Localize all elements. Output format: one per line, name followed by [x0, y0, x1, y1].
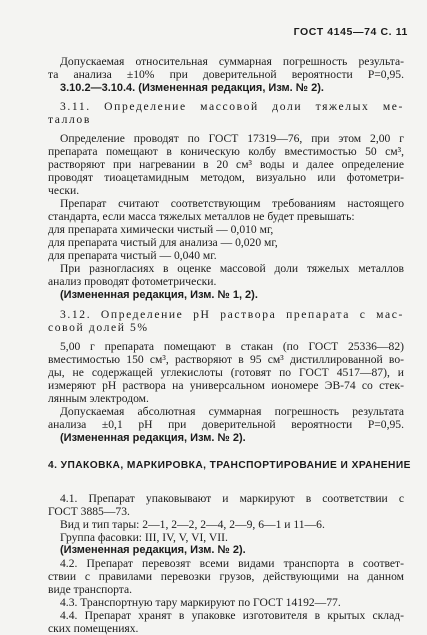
page-header: ГОСТ 4145—74 С. 11: [293, 26, 408, 38]
text-line: Препарат считают соответствующим требованиям настоящего: [60, 197, 404, 210]
text-line: 3.12. Определение pH раствора препарата с мас-: [60, 308, 404, 321]
text-line: для препарата химически чистый — 0,010 мг,: [48, 223, 274, 236]
text-line: анализ проводят фотометрически.: [48, 275, 217, 288]
text-line: ГОСТ 3885—73.: [48, 505, 130, 518]
text-line: растворяют при нагревании в 20 см³ воды и далее определение: [48, 158, 404, 171]
text-line: Определение проводят по ГОСТ 17319—76, при этом 2,00 г: [60, 132, 404, 145]
text-line: ды, не содержащей углекислоты (готовят по ГОСТ 4517—87), и: [48, 366, 404, 379]
text-line: препарата помещают в коническую колбу вместимостью 50 см³,: [48, 145, 404, 158]
text-line: стандарта, если масса тяжелых металлов не будет превышать:: [48, 210, 355, 223]
text-line: 3.11. Определение массовой доли тяжелых ме-: [60, 100, 404, 113]
text-line: Допускаемая относительная суммарная погрешность результа-: [60, 55, 404, 68]
text-line: таллов: [48, 113, 91, 126]
text-line: 4.1. Препарат упаковывают и маркируют в соответствии с: [60, 492, 404, 505]
text-line: совой долей 5%: [48, 321, 149, 334]
text-line: 4.2. Препарат перевозят всеми видами транспорта в соответ-: [60, 557, 404, 570]
text-line: лянным электродом.: [48, 392, 149, 405]
text-line: чески.: [48, 184, 80, 197]
text-line: вместимостью 150 см³, растворяют в 95 см³ дистиллированной во-: [48, 353, 404, 366]
text-line: 4.3. Транспортную тару маркируют по ГОСТ 14192—77.: [60, 596, 341, 609]
text-line: Допускаемая абсолютная суммарная погрешность результата: [60, 405, 404, 418]
text-line: 5,00 г препарата помещают в стакан (по ГОСТ 25336—82): [60, 340, 404, 353]
text-line: ских помещениях.: [48, 622, 139, 635]
text-line: Вид и тип тары: 2—1, 2—2, 2—4, 2—9, 6—1 и 11—6.: [60, 518, 325, 531]
revision-note: (Измененная редакция, Изм. № 1, 2).: [60, 289, 258, 301]
text-line: для препарата чистый — 0,040 мг.: [48, 249, 217, 262]
text-line: 4.4. Препарат хранят в упаковке изготовителя в крытых склад-: [60, 609, 404, 622]
text-line: ствии с правилами перевозки грузов, действующими на данном: [48, 570, 404, 583]
revision-note: 3.10.2—3.10.4. (Измененная редакция, Изм. № 2).: [60, 82, 324, 94]
text-line: та анализа ±10% при доверительной вероятности P=0,95.: [48, 68, 404, 81]
revision-note: (Измененная редакция, Изм. № 2).: [60, 432, 246, 444]
text-line: При разногласиях в оценке массовой доли тяжелых металлов: [60, 262, 404, 275]
text-line: для препарата чистый для анализа — 0,020 мг,: [48, 236, 278, 249]
text-line: анализа ±0,1 pH при доверительной вероятности P=0,95.: [48, 418, 404, 431]
revision-note: (Измененная редакция, Изм. № 2).: [60, 544, 246, 556]
text-line: виде транспорта.: [48, 583, 133, 596]
text-line: проводят тиоацетамидным методом, визуально или фотометри-: [48, 171, 404, 184]
text-line: Группа фасовки: III, IV, V, VI, VII.: [60, 531, 228, 544]
section-4-heading: 4. УПАКОВКА, МАРКИРОВКА, ТРАНСПОРТИРОВАНИЕ И ХРАНЕНИЕ: [48, 460, 411, 471]
text-line: измеряют pH раствора на универсальном иономере ЭВ-74 со стек-: [48, 379, 404, 392]
